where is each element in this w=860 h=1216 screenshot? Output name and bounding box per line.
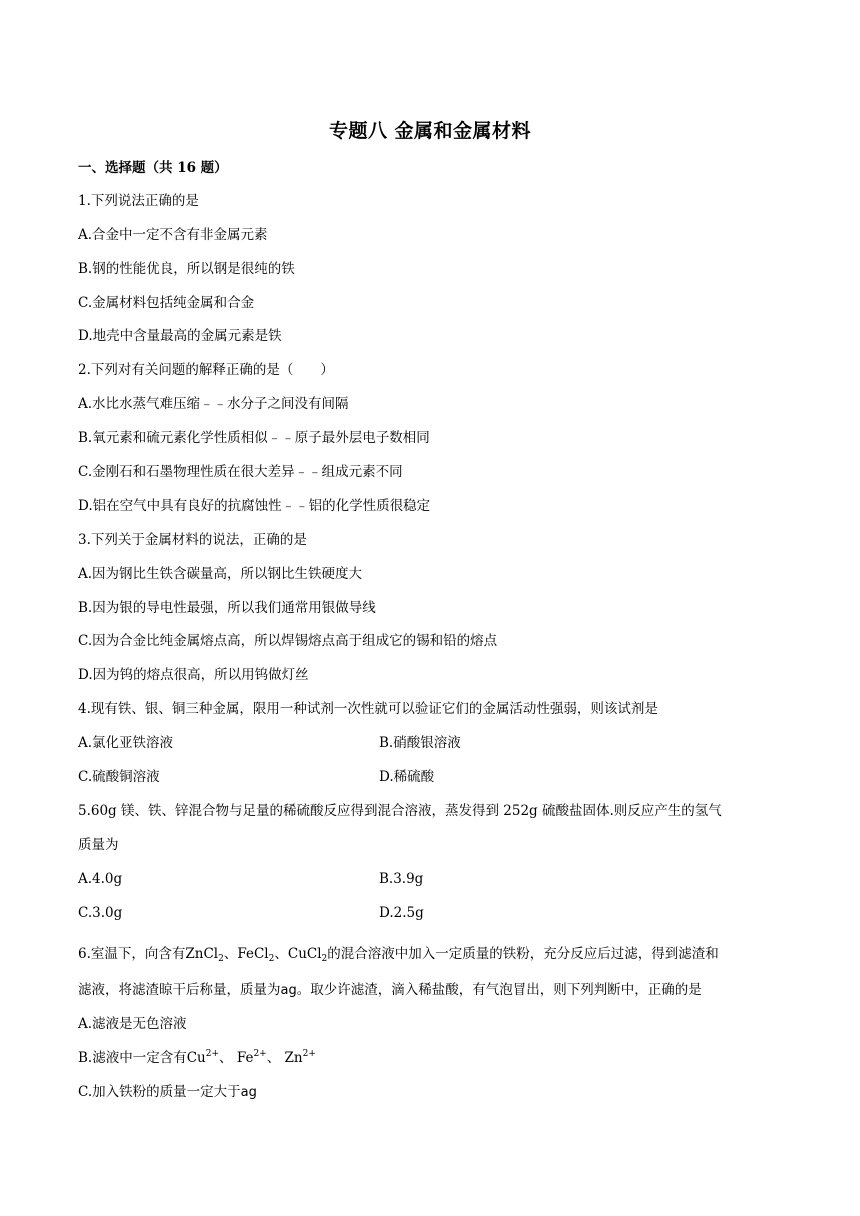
q5-option-a: A.4.0g	[78, 871, 123, 887]
q2-option-d: D.铝在空气中具有良好的抗腐蚀性﹣﹣铝的化学性质很稳定	[78, 498, 431, 514]
q2-option-b: B.氧元素和硫元素化学性质相似﹣﹣原子最外层电子数相同	[78, 430, 430, 446]
q4-stem: 4.现有铁、银、铜三种金属，限用一种试剂一次性就可以验证它们的金属活动性强弱，则该试剂是	[78, 701, 658, 717]
q3-option-a: A.因为钢比生铁含碳量高，所以钢比生铁硬度大	[78, 566, 363, 582]
q1-option-b: B.钢的性能优良，所以钢是很纯的铁	[78, 261, 295, 277]
q3-option-b: B.因为银的导电性最强，所以我们通常用银做导线	[78, 600, 376, 616]
q4-option-c: C.硫酸铜溶液	[78, 769, 160, 785]
q1-option-a: A.合金中一定不含有非金属元素	[78, 227, 268, 243]
q3-stem: 3.下列关于金属材料的说法，正确的是	[78, 532, 307, 548]
q6-stem-line1: 6.室温下，向含有ZnCl$_2$、FeCl$_2$、CuCl$_2$的混合溶液中加入一定质量的铁粉，充分反应后过滤，得到滤渣和	[78, 946, 719, 964]
q6-option-c: C.加入铁粉的质量一定大于ag	[78, 1084, 257, 1100]
q1-option-c: C.金属材料包括纯金属和合金	[78, 295, 255, 311]
ion-fe: $Fe^{2+}$	[236, 1049, 267, 1066]
mass-variable: ag	[240, 1085, 257, 1100]
q6-stem-line2: 滤液，将滤渣晾干后称量，质量为ag。取少许滤渣，滴入稀盐酸，有气泡冒出，则下列判断中，正确的是	[78, 982, 702, 998]
q3-option-c: C.因为合金比纯金属熔点高，所以焊锡熔点高于组成它的锡和铅的熔点	[78, 633, 498, 649]
ion-cu: $Cu^{2+}$	[186, 1049, 220, 1066]
q5-option-b: B.3.9g	[379, 871, 424, 887]
q4-option-d: D.稀硫酸	[379, 769, 435, 785]
q5-stem-line1: 5.60g 镁、铁、锌混合物与足量的稀硫酸反应得到混合溶液，蒸发得到 252g 硫酸盐固体.则反应产生的氢气	[78, 803, 722, 819]
q3-option-d: D.因为钨的熔点很高，所以用钨做灯丝	[78, 667, 309, 683]
q6-stem-suffix: 的混合溶液中加入一定质量的铁粉，充分反应后过滤，得到滤渣和	[327, 946, 719, 962]
q6-option-b: B.滤液中一定含有$Cu^{2+}$、 $Fe^{2+}$、 $Zn^{2+}$	[78, 1049, 316, 1066]
q5-stem-line2: 质量为	[78, 837, 119, 853]
q5-option-c: C.3.0g	[78, 905, 123, 921]
q4-option-b: B.硝酸银溶液	[379, 735, 461, 751]
q2-option-a: A.水比水蒸气难压缩﹣﹣水分子之间没有间隔	[78, 396, 349, 412]
ion-zn: $Zn^{2+}$	[284, 1049, 316, 1066]
formula-zncl2: ZnCl$_2$	[185, 946, 224, 964]
formula-cucl2: CuCl$_2$	[287, 946, 328, 964]
q2-stem: 2.下列对有关问题的解释正确的是（ ）	[78, 362, 334, 378]
q4-option-a: A.氯化亚铁溶液	[78, 735, 174, 751]
formula-fecl2: FeCl$_2$	[237, 946, 275, 964]
q6-option-a: A.滤液是无色溶液	[78, 1016, 187, 1032]
q6-stem-prefix: 6.室温下，向含有	[78, 946, 186, 962]
q2-option-c: C.金刚石和石墨物理性质在很大差异﹣﹣组成元素不同	[78, 464, 403, 480]
section-heading: 一、选择题（共 16 题）	[78, 160, 228, 176]
q1-stem: 1.下列说法正确的是	[78, 193, 199, 209]
q1-option-d: D.地壳中含量最高的金属元素是铁	[78, 328, 282, 344]
page-title: 专题八 金属和金属材料	[328, 120, 532, 142]
q5-option-d: D.2.5g	[379, 905, 424, 921]
mass-variable: ag	[280, 983, 297, 998]
